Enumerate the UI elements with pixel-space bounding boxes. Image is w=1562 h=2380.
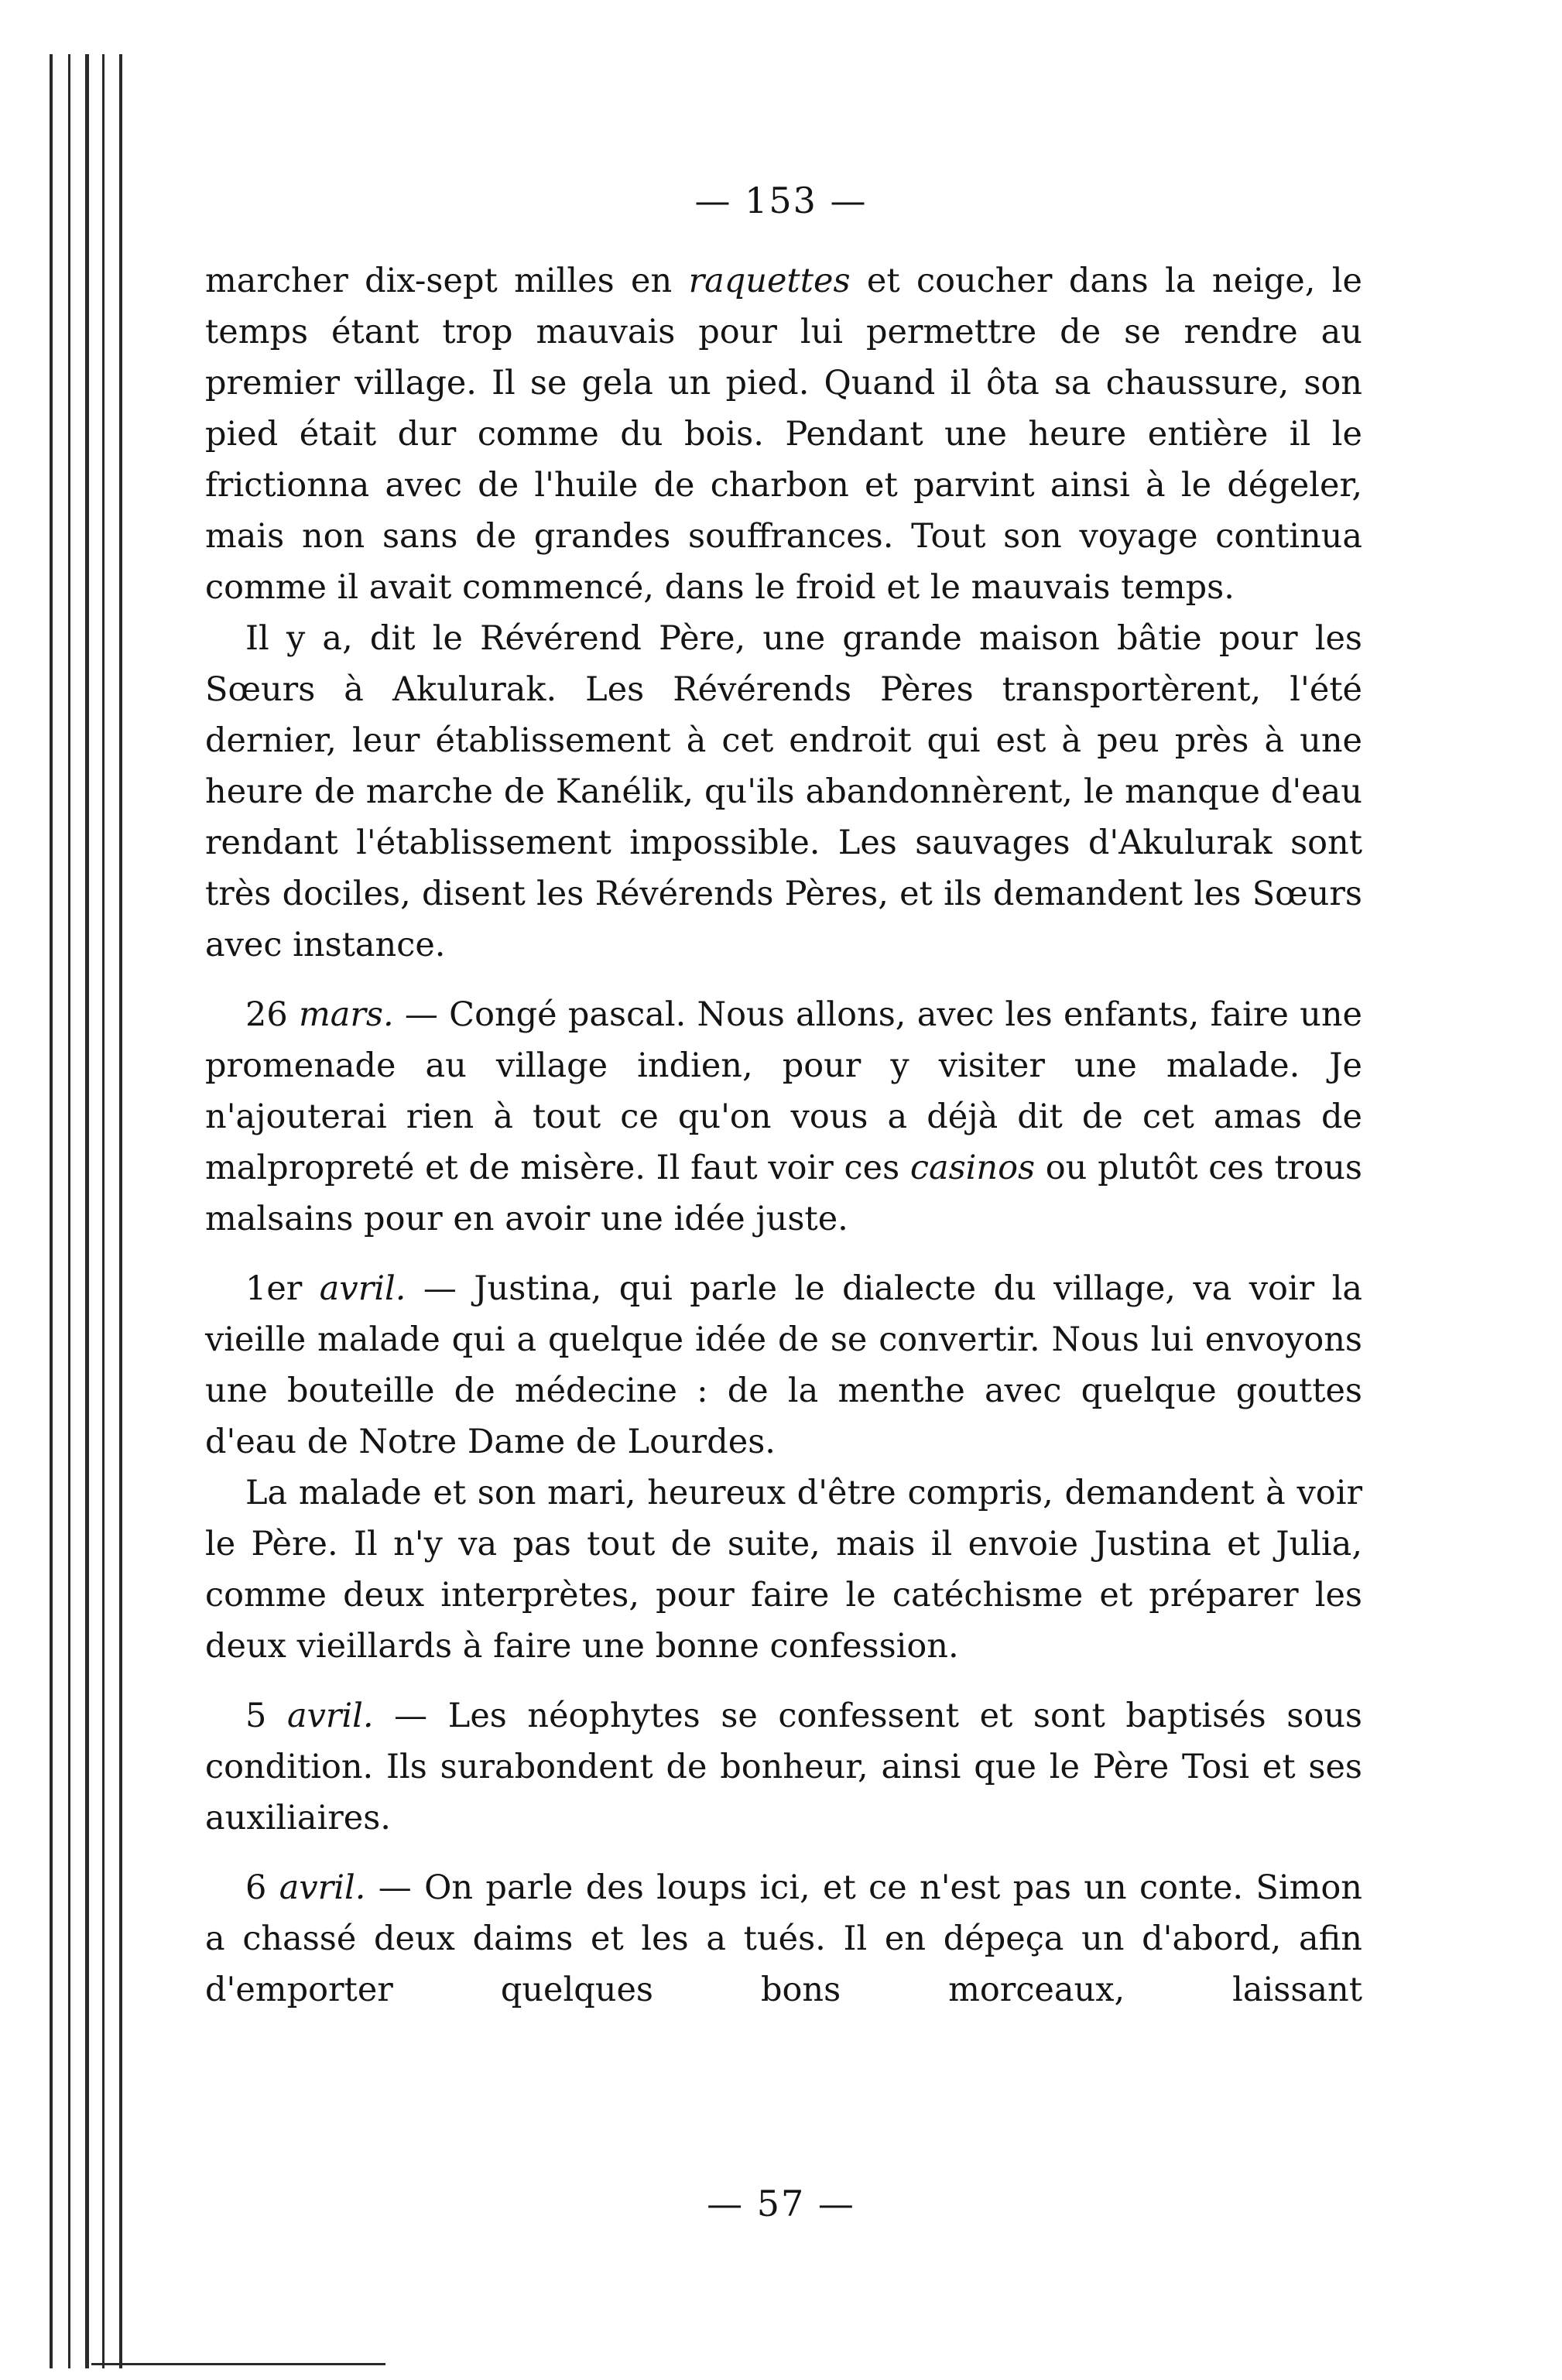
binding-line — [102, 54, 104, 2368]
paragraph-text: — On parle des loups ici, et ce n'est pas un conte. Simon a chassé deux daims et les a tués. Il en dépeça un d'abord, afin d'emporter quelques bons morceaux, laissant — [205, 1868, 1363, 2009]
paragraph-text: marcher dix-sept milles en — [205, 262, 689, 300]
paragraph-text: et coucher dans la neige, le temps étant trop mauvais pour lui permettre de se rendre au premier village. Il se gela un pied. Quand il ôta sa chaussure, son pied était dur comme du bois. Pendant une heure entière il le frictionna avec de l'huile de charbon et parvint ainsi à le dégeler, mais non sans de grandes souffrances. Tout son voyage continua comme il avait commencé, dans le froid et le mauvais temps. — [205, 262, 1362, 607]
diary-entry — [205, 1263, 1362, 1467]
binding-line — [68, 54, 70, 2368]
italic-term: casinos — [909, 1149, 1036, 1187]
diary-entry — [205, 989, 1362, 1245]
entry-month: avril. — [279, 1868, 366, 1907]
paragraph-text: Il y a, dit le Révérend Père, une grande maison bâtie pour les Sœurs à Akulurak. Les Révérends Pères transportèrent, l'été dernier, leur établissement à cet endroit qui est à peu près à une heure de marche de Kanélik, qu'ils abandonnèrent, le manque d'eau rendant l'établissement impossible. Les sauvages d'Akulurak sont très dociles, disent les Révérends Pères, et ils demandent les Sœurs avec instance. — [205, 619, 1362, 964]
entry-day: 6 — [245, 1868, 279, 1907]
paragraph — [205, 1467, 1362, 1672]
paragraph-text: La malade et son mari, heureux d'être compris, demandent à voir le Père. Il n'y va pas tout de suite, mais il envoie Justina et Julia, comme deux interprètes, pour faire le catéchisme et préparer les deux vieillards à faire une bonne confession. — [205, 1474, 1362, 1666]
italic-term: raquettes — [688, 262, 851, 300]
entry-month: mars. — [298, 995, 394, 1034]
entry-day: 1er — [245, 1269, 320, 1308]
diary-entry — [205, 1862, 1362, 2015]
paragraph — [205, 255, 1362, 613]
binding-line — [119, 54, 122, 2368]
paragraph-text: ou plutôt ces trous malsains pour en avoir une idée juste. — [205, 1149, 1363, 1238]
signature-mark: — 57 — — [707, 2183, 855, 2224]
entry-day: 5 — [245, 1697, 287, 1735]
binding-line — [85, 54, 89, 2368]
page-body — [205, 255, 1362, 2015]
paragraph-text: — Les néophytes se confessent et sont baptisés sous condition. Ils surabondent de bonheur, ainsi que le Père Tosi et ses auxiliaires. — [205, 1697, 1362, 1837]
diary-entry — [205, 1690, 1362, 1844]
entry-day: 26 — [245, 995, 299, 1034]
page-number: — 153 — — [694, 180, 868, 221]
binding-line — [50, 54, 53, 2368]
entry-month: avril. — [286, 1697, 374, 1735]
binding-base-line — [91, 2363, 385, 2365]
binding-edge — [45, 54, 138, 2368]
paragraph — [205, 613, 1362, 971]
paragraph-text: — Justina, qui parle le dialecte du village, va voir la vieille malade qui a quelque idée de se convertir. Nous lui envoyons une bouteille de médecine : de la menthe avec quelque gouttes d'eau de Notre Dame de Lourdes. — [205, 1269, 1363, 1461]
entry-month: avril. — [319, 1269, 406, 1308]
paragraph-text: — Congé pascal. Nous allons, avec les enfants, faire une promenade au village indien, pour y visiter une malade. Je n'ajouterai rien à tout ce qu'on vous a déjà dit de cet amas de malpropreté et de misère. Il faut voir ces — [205, 995, 1362, 1187]
